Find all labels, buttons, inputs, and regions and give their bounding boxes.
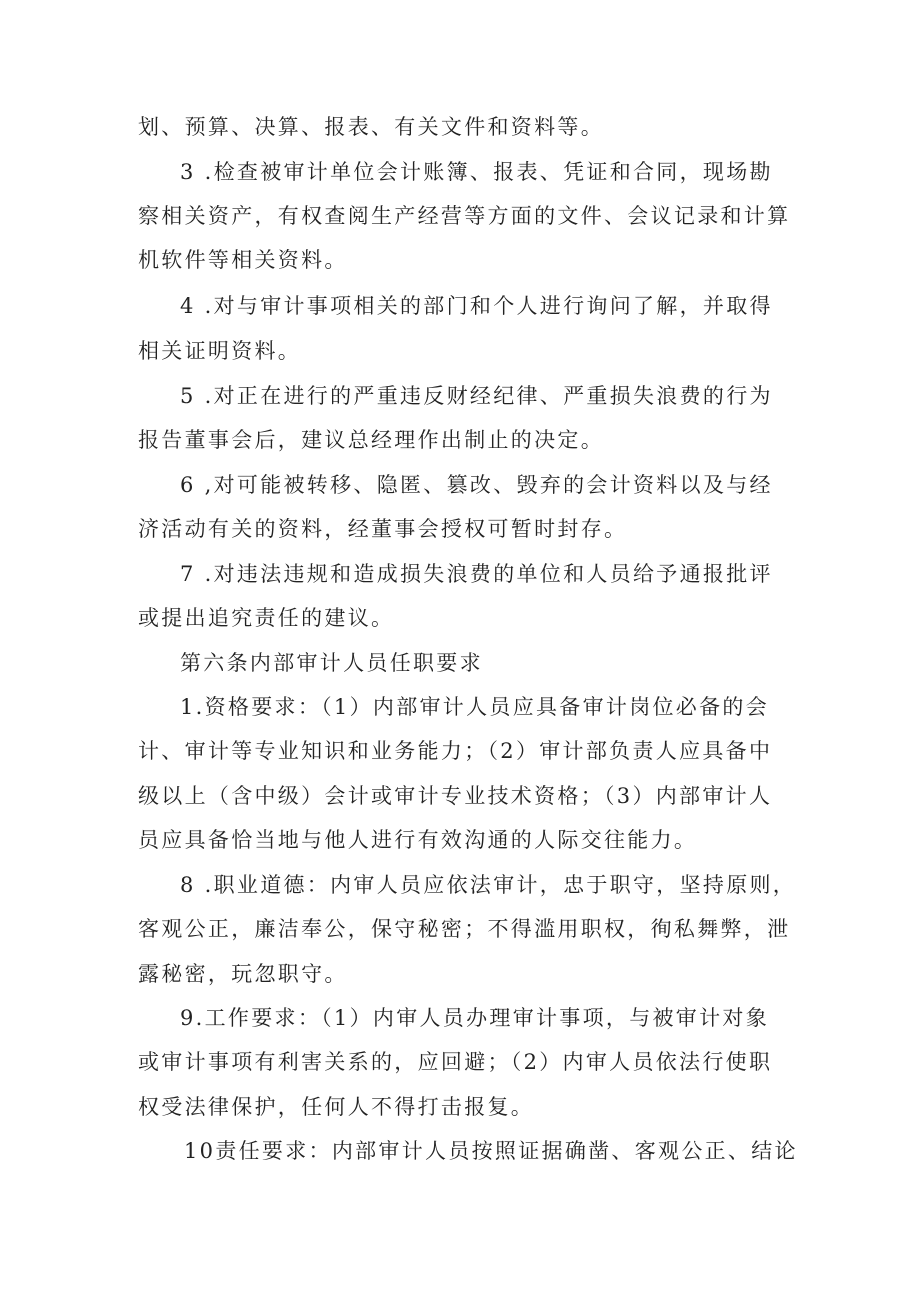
text-line-22: 或审计事项有利害关系的，应回避；（2）内审人员依法行使职 (138, 1050, 773, 1074)
text-line-18: 8 .职业道德：内审人员应依法审计，忠于职守，坚持原则， (180, 873, 797, 897)
text-line-8: 报告董事会后，建议总经理作出制止的决定。 (138, 428, 604, 452)
text-line-15: 计、审计等专业知识和业务能力；（2）审计部负责人应具备中 (138, 739, 773, 763)
text-line-3: 察相关资产，有权查阅生产经营等方面的文件、会议记录和计算 (138, 204, 791, 228)
text-line-7: 5 .对正在进行的严重违反财经纪律、严重损失浪费的行为 (180, 384, 773, 408)
text-line-9: 6 ,对可能被转移、隐匿、篡改、毁弃的会计资料以及与经 (180, 473, 773, 497)
text-line-11: 7 .对违法违规和造成损失浪费的单位和人员给予通报批评 (180, 562, 773, 586)
text-line-14: 1.资格要求：（1）内部审计人员应具备审计岗位必备的会 (180, 695, 769, 719)
text-line-16: 级以上（含中级）会计或审计专业技术资格；（3）内部审计人 (138, 784, 773, 808)
text-line-17: 员应具备恰当地与他人进行有效沟通的人际交往能力。 (138, 828, 698, 852)
text-line-6: 相关证明资料。 (138, 339, 302, 363)
text-line-4: 机软件等相关资料。 (138, 248, 348, 272)
text-line-19: 客观公正，廉洁奉公，保守秘密；不得滥用职权，徇私舞弊，泄 (138, 917, 791, 941)
section-heading: 第六条内部审计人员任职要求 (180, 651, 483, 675)
text-line-5: 4 .对与审计事项相关的部门和个人进行询问了解，并取得 (180, 294, 773, 318)
text-line-10: 济活动有关的资料，经董事会授权可暂时封存。 (138, 517, 628, 541)
text-line-1: 划、预算、决算、报表、有关文件和资料等。 (138, 115, 604, 139)
text-line-21: 9.工作要求：（1）内审人员办理审计事项，与被审计对象 (180, 1006, 769, 1030)
text-line-20: 露秘密，玩忽职守。 (138, 962, 348, 986)
text-line-23: 权受法律保护，任何人不得打击报复。 (138, 1095, 535, 1119)
text-line-24: 10责任要求：内部审计人员按照证据确凿、客观公正、结论 (184, 1139, 798, 1163)
text-line-2: 3 .检查被审计单位会计账簿、报表、凭证和合同，现场勘 (180, 160, 773, 184)
text-line-12: 或提出追究责任的建议。 (138, 606, 395, 630)
